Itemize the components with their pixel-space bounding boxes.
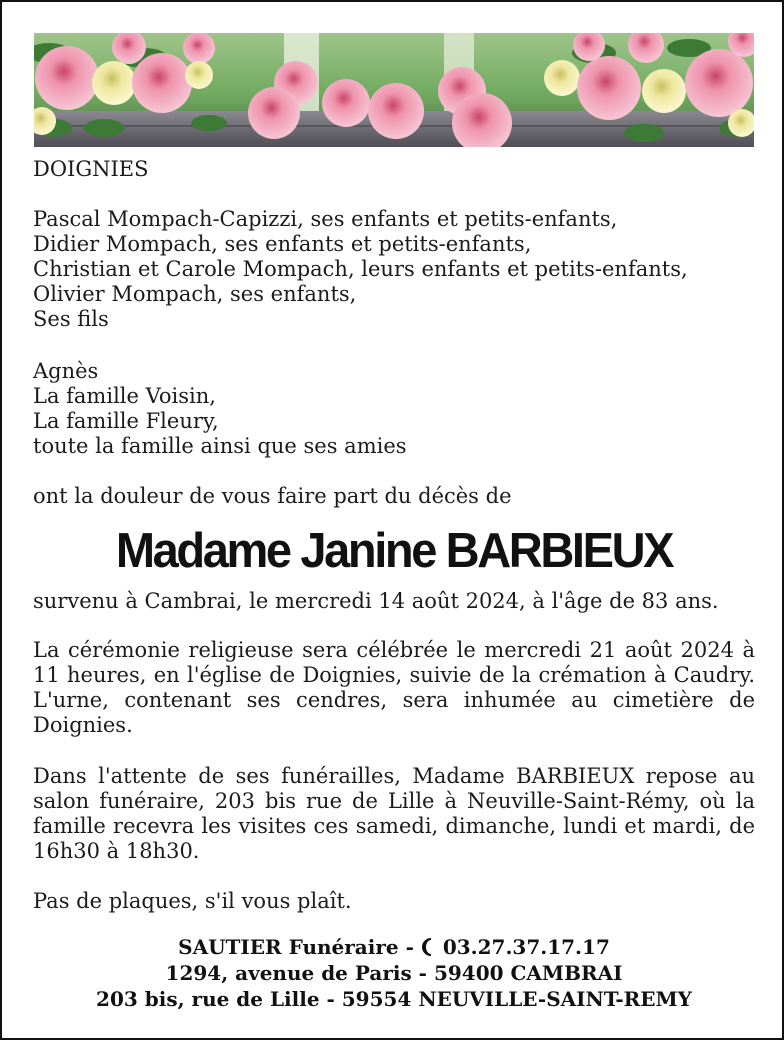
announcement: ont la douleur de vous faire part du décès de — [33, 484, 512, 508]
deceased-name: Madame Janine BARBIEUX — [115, 524, 673, 578]
family-line: Agnès — [33, 359, 99, 383]
phone-icon — [422, 937, 442, 957]
ceremony-paragraph: La cérémonie religieuse sera célébrée le mercredi 21 août 2024 à 11 heures, en l'église de Doignies, suivie de la crémation à Caudry. L'urne, contenant ses cendres, sera inhumée au cimetière de Doignies. — [33, 638, 755, 737]
funeral-home-address-2: 203 bis, rue de Lille - 59554 NEUVILLE-SAINT-REMY — [96, 987, 692, 1011]
funeral-home-address-1: 1294, avenue de Paris - 59400 CAMBRAI — [165, 961, 623, 985]
family-line: Christian et Carole Mompach, leurs enfants et petits-enfants, — [33, 257, 688, 281]
family-group-1 — [33, 207, 755, 332]
location-heading — [33, 157, 755, 182]
family-group-2 — [33, 359, 755, 459]
funeral-home-info — [2, 934, 784, 1012]
family-line: Olivier Mompach, ses enfants, — [33, 282, 357, 306]
funeral-home-name: SAUTIER Funéraire - — [178, 935, 421, 959]
visitation-paragraph: Dans l'attente de ses funérailles, Madame BARBIEUX repose au salon funéraire, 203 bis rue de Lille à Neuville-Saint-Rémy, où la famille recevra les visites ces samedi, dimanche, lundi et mardi, de 16h30 à 18h30. — [33, 764, 755, 863]
death-info: survenu à Cambrai, le mercredi 14 août 2024, à l'âge de 83 ans. — [33, 589, 719, 613]
funeral-home-phone: 03.27.37.17.17 — [442, 935, 610, 959]
no-plaques-notice: Pas de plaques, s'il vous plaît. — [33, 889, 352, 913]
family-line: toute la famille ainsi que ses amies — [33, 434, 407, 458]
family-line: Pascal Mompach-Capizzi, ses enfants et petits-enfants, — [33, 207, 618, 231]
location: DOIGNIES — [33, 157, 149, 181]
roses-banner-image — [34, 33, 754, 147]
family-line: Ses fils — [33, 307, 109, 331]
family-line: La famille Fleury, — [33, 409, 219, 433]
funeral-home-name-line — [2, 934, 784, 960]
family-line: Didier Mompach, ses enfants et petits-enfants, — [33, 232, 532, 256]
family-line: La famille Voisin, — [33, 384, 216, 408]
